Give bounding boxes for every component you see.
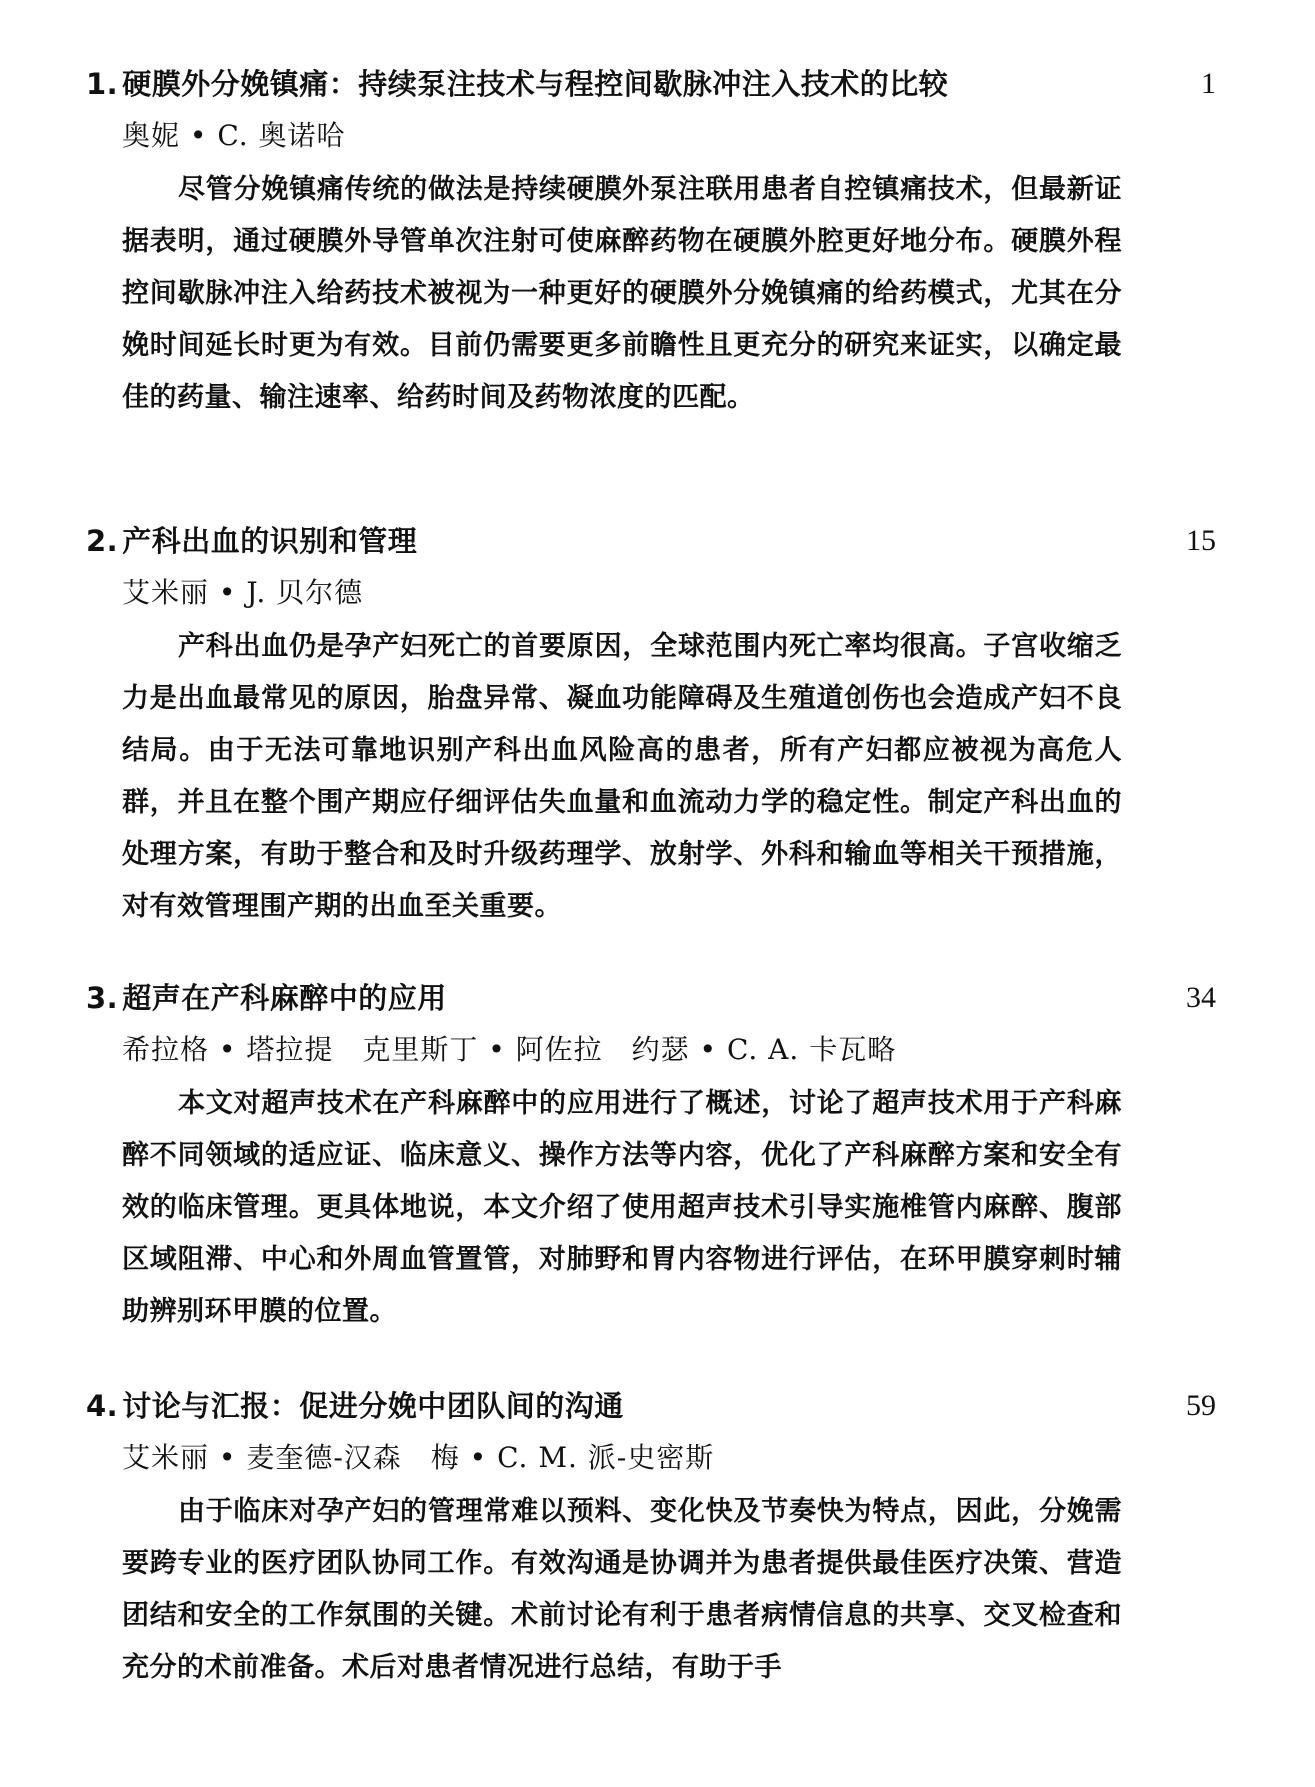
entry-page-number: 1 <box>1201 67 1216 100</box>
entry-title-text: 产科出血的识别和管理 <box>122 524 418 558</box>
entry-heading-row <box>86 58 1216 110</box>
entry-heading-row <box>86 972 1216 1024</box>
entry-authors: 奥妮 • C. 奥诺哈 <box>122 119 346 152</box>
entry-heading-row <box>86 515 1216 567</box>
entry-title-text: 超声在产科麻醉中的应用 <box>122 981 447 1015</box>
entry-abstract: 由于临床对孕产妇的管理常难以预料、变化快及节奏快为特点，因此，分娩需要跨专业的医疗团队协同工作。有效沟通是协调并为患者提供最佳医疗决策、营造团结和安全的工作氛围的关键。术前讨论有利于患者病情信息的共享、交叉检查和充分的术前准备。术后对患者情况进行总结，有助于手 <box>122 1496 1122 1683</box>
entry-page-number: 34 <box>1186 981 1216 1014</box>
entry-page-number: 15 <box>1186 524 1216 557</box>
contents-entry <box>86 515 1216 933</box>
entry-authors: 希拉格 • 塔拉提 克里斯丁 • 阿佐拉 约瑟 • C. A. 卡瓦略 <box>122 1033 897 1066</box>
entry-title[interactable] <box>86 58 948 110</box>
entry-title[interactable] <box>86 972 447 1024</box>
entry-abstract: 产科出血仍是孕产妇死亡的首要原因，全球范围内死亡率均很高。子宫收缩乏力是出血最常见的原因，胎盘异常、凝血功能障碍及生殖道创伤也会造成产妇不良结局。由于无法可靠地识别产科出血风险高的患者，所有产妇都应被视为高危人群，并且在整个围产期应仔细评估失血量和血流动力学的稳定性。制定产科出血的处理方案，有助于整合和及时升级药理学、放射学、外科和输血等相关干预措施，对有效管理围产期的出血至关重要。 <box>122 631 1122 922</box>
entry-title-text: 讨论与汇报：促进分娩中团队间的沟通 <box>122 1389 624 1423</box>
contents-entry <box>86 1380 1216 1694</box>
entry-authors: 艾米丽 • J. 贝尔德 <box>122 576 364 609</box>
entry-authors: 艾米丽 • 麦奎德-汉森 梅 • C. M. 派-史密斯 <box>122 1441 715 1474</box>
entry-title-text: 硬膜外分娩镇痛：持续泵注技术与程控间歇脉冲注入技术的比较 <box>122 67 949 101</box>
entry-number: 4. <box>86 1389 119 1423</box>
entry-title[interactable] <box>86 515 417 567</box>
entry-number: 3. <box>86 981 119 1015</box>
entry-page-number: 59 <box>1186 1389 1216 1422</box>
entry-title[interactable] <box>86 1380 624 1432</box>
entry-number: 1. <box>86 67 119 101</box>
contents-entry <box>86 972 1216 1338</box>
entry-number: 2. <box>86 524 119 558</box>
entry-abstract: 尽管分娩镇痛传统的做法是持续硬膜外泵注联用患者自控镇痛技术，但最新证据表明，通过硬膜外导管单次注射可使麻醉药物在硬膜外腔更好地分布。硬膜外程控间歇脉冲注入给药技术被视为一种更好的硬膜外分娩镇痛的给药模式，尤其在分娩时间延长时更为有效。目前仍需要更多前瞻性且更充分的研究来证实，以确定最佳的药量、输注速率、给药时间及药物浓度的匹配。 <box>122 174 1122 413</box>
entry-heading-row <box>86 1380 1216 1432</box>
entry-abstract: 本文对超声技术在产科麻醉中的应用进行了概述，讨论了超声技术用于产科麻醉不同领域的适应证、临床意义、操作方法等内容，优化了产科麻醉方案和安全有效的临床管理。更具体地说，本文介绍了使用超声技术引导实施椎管内麻醉、腹部区域阻滞、中心和外周血管置管，对肺野和胃内容物进行评估，在环甲膜穿刺时辅助辨别环甲膜的位置。 <box>122 1088 1122 1327</box>
contents-entry <box>86 58 1216 424</box>
